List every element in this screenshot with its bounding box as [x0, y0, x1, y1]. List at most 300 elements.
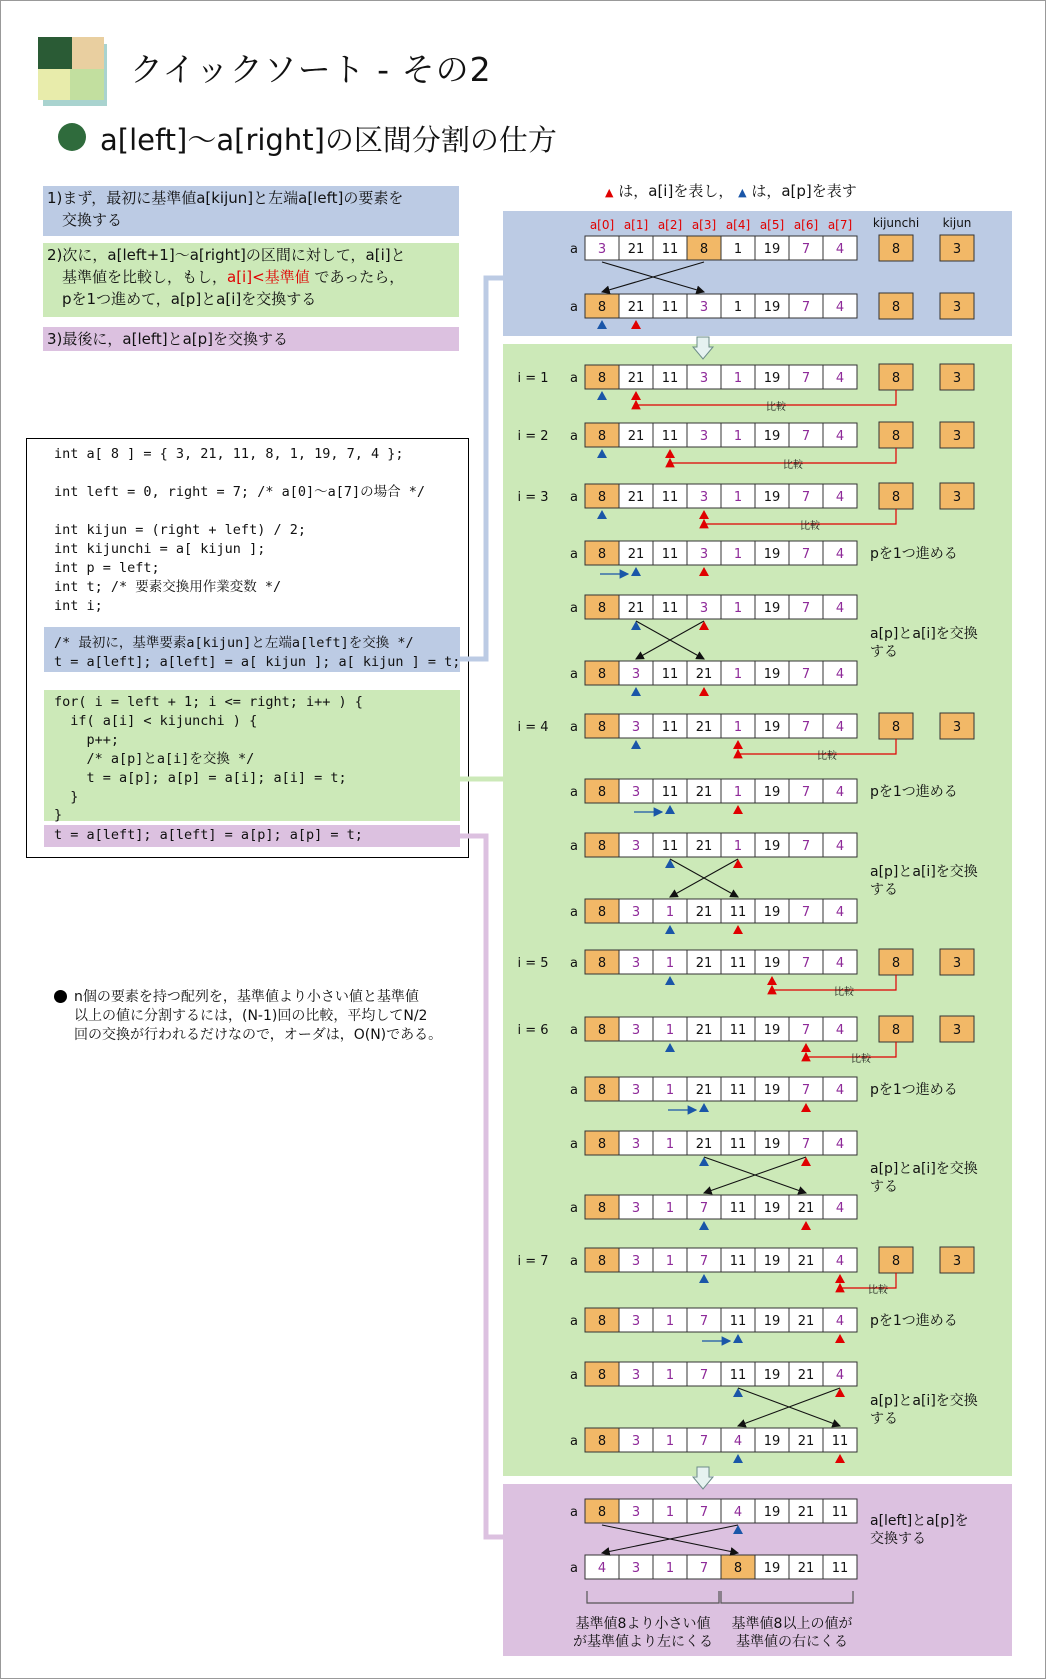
cell-value: 7 [801, 956, 811, 971]
cell-value: 1 [665, 1561, 675, 1576]
cell-value: 21 [797, 1505, 815, 1520]
cell-value: 1 [665, 905, 675, 920]
bracket-left-text: 基準値8より小さい値 [575, 1616, 711, 1632]
array-name-label: a [570, 1314, 578, 1329]
page-title: クイックソート - その2 [130, 50, 492, 89]
cell-value: 8 [597, 1434, 607, 1449]
code-line-4: int kijunchi = a[ kijun ]; [54, 541, 266, 557]
kijun-value: 3 [952, 300, 962, 315]
row-i-label: i = 7 [517, 1254, 549, 1269]
cell-value: 19 [763, 667, 781, 682]
index-label: a[0] [589, 218, 615, 232]
cell-value: 7 [699, 1505, 709, 1520]
cell-value: 3 [631, 1023, 641, 1038]
cell-value: 3 [699, 547, 709, 562]
cell-value: 11 [661, 300, 679, 315]
cell-value: 11 [729, 956, 747, 971]
code-line-5: int p = left; [54, 560, 160, 576]
cell-value: 1 [733, 601, 743, 616]
blue-triangle-icon: ▲ [738, 186, 747, 199]
compare-label: 比較 [851, 1054, 871, 1065]
compare-label: 比較 [868, 1285, 888, 1296]
cell-value: 3 [631, 1083, 641, 1098]
array-name-label: a [570, 1254, 578, 1269]
cell-value: 19 [763, 1368, 781, 1383]
swap-label: する [870, 882, 898, 898]
cell-value: 8 [597, 490, 607, 505]
cell-value: 21 [695, 1023, 713, 1038]
cell-value: 8 [597, 371, 607, 386]
kijun-value: 3 [952, 1023, 962, 1038]
cell-value: 21 [797, 1561, 815, 1576]
cell-value: 7 [801, 1023, 811, 1038]
cell-value: 19 [763, 547, 781, 562]
index-label: a[2] [657, 218, 683, 232]
bracket-right-text: 基準値8以上の値が [731, 1616, 853, 1632]
advance-label: pを1つ進める [870, 784, 958, 800]
array-name-label: a [570, 300, 578, 315]
cell-value: 19 [763, 1201, 781, 1216]
cell-value: 21 [695, 956, 713, 971]
code-line-9: t = a[left]; a[left] = a[ kijun ]; a[ kijun ] = t; [54, 654, 461, 670]
cell-value: 11 [831, 1505, 849, 1520]
cell-value: 21 [627, 371, 645, 386]
cell-value: 1 [733, 839, 743, 854]
cell-value: 7 [801, 601, 811, 616]
array-name-label: a [570, 905, 578, 920]
cell-value: 1 [665, 956, 675, 971]
cell-value: 11 [661, 720, 679, 735]
cell-value: 19 [763, 785, 781, 800]
cell-value: 1 [665, 1314, 675, 1329]
code-line-7: int i; [54, 598, 103, 614]
cell-value: 1 [665, 1083, 675, 1098]
cell-value: 1 [733, 242, 743, 257]
swap-label: a[p]とa[i]を交換 [870, 864, 978, 880]
index-label: a[1] [623, 218, 649, 232]
cell-value: 1 [733, 785, 743, 800]
kijunchi-value: 8 [891, 300, 901, 315]
cell-value: 4 [835, 720, 845, 735]
cell-value: 8 [733, 1561, 743, 1576]
cell-value: 11 [729, 1083, 747, 1098]
cell-value: 19 [763, 242, 781, 257]
cell-value: 4 [733, 1505, 743, 1520]
cell-value: 3 [631, 720, 641, 735]
array-name-label: a [570, 601, 578, 616]
code-line-17: t = a[left]; a[left] = a[p]; a[p] = t; [54, 827, 363, 843]
cell-value: 4 [597, 1561, 607, 1576]
connector-blue [460, 278, 503, 659]
array-name-label: a [570, 1561, 578, 1576]
advance-label: pを1つ進める [870, 546, 958, 562]
note-line-3: 回の交換が行われるだけなので，オーダは，O(N)である。 [74, 1027, 443, 1043]
cell-value: 4 [835, 667, 845, 682]
index-label: a[3] [691, 218, 717, 232]
kijunchi-value: 8 [891, 956, 901, 971]
cell-value: 8 [597, 905, 607, 920]
cell-value: 21 [627, 601, 645, 616]
cell-value: 8 [597, 1083, 607, 1098]
array-name-label: a [570, 1368, 578, 1383]
cell-value: 3 [631, 1201, 641, 1216]
array-name-label: a [570, 547, 578, 562]
array-name-label: a [570, 956, 578, 971]
code-line-10: for( i = left + 1; i <= right; i++ ) { [54, 694, 363, 710]
index-label: a[5] [759, 218, 785, 232]
array-name-label: a [570, 667, 578, 682]
cell-value: 7 [699, 1314, 709, 1329]
cell-value: 11 [661, 242, 679, 257]
step-2-line-2b: であったら， [314, 268, 405, 286]
index-label: a[6] [793, 218, 819, 232]
cell-value: 3 [699, 300, 709, 315]
cell-value: 19 [763, 1314, 781, 1329]
code-line-8: /* 最初に，基準要素a[kijun]と左端a[left]を交換 */ [54, 635, 414, 651]
legend-blue-text: は，a[p]を表す [751, 182, 857, 200]
array-name-label: a [570, 429, 578, 444]
cell-value: 11 [831, 1561, 849, 1576]
cell-value: 21 [627, 300, 645, 315]
cell-value: 8 [597, 720, 607, 735]
index-label: a[4] [725, 218, 751, 232]
code-line-13: /* a[p]とa[i]を交換 */ [54, 751, 255, 767]
cell-value: 3 [631, 1561, 641, 1576]
cell-value: 7 [699, 1434, 709, 1449]
page-subtitle: a[left]〜a[right]の区間分割の仕方 [100, 123, 557, 157]
cell-value: 8 [597, 429, 607, 444]
cell-value: 19 [763, 1434, 781, 1449]
cell-value: 7 [801, 1137, 811, 1152]
step-1-line-2: 交換する [62, 211, 123, 229]
array-name-label: a [570, 371, 578, 386]
cell-value: 11 [729, 1368, 747, 1383]
cell-value: 1 [733, 720, 743, 735]
kijunchi-value: 8 [891, 1254, 901, 1269]
kijun-value: 3 [952, 490, 962, 505]
cell-value: 7 [801, 667, 811, 682]
array-name-label: a [570, 1201, 578, 1216]
row-i-label: i = 5 [517, 956, 549, 971]
cell-value: 1 [733, 667, 743, 682]
cell-value: 11 [729, 1201, 747, 1216]
cell-value: 4 [835, 601, 845, 616]
array-name-label: a [570, 1023, 578, 1038]
cell-value: 11 [661, 371, 679, 386]
cell-value: 1 [733, 490, 743, 505]
cell-value: 19 [763, 905, 781, 920]
cell-value: 7 [699, 1368, 709, 1383]
swap-label: する [870, 644, 898, 660]
connector-purple [460, 836, 503, 1537]
cell-value: 21 [627, 429, 645, 444]
final-swap-label: a[left]とa[p]を [870, 1513, 969, 1529]
cell-value: 7 [801, 547, 811, 562]
cell-value: 19 [763, 300, 781, 315]
step-2-line-2a: 基準値を比較し，もし， [62, 268, 228, 286]
cell-value: 4 [835, 1083, 845, 1098]
cell-value: 8 [597, 1137, 607, 1152]
cell-value: 11 [661, 839, 679, 854]
cell-value: 19 [763, 1083, 781, 1098]
cell-value: 1 [665, 1254, 675, 1269]
cell-value: 4 [835, 371, 845, 386]
kijun-value: 3 [952, 242, 962, 257]
cell-value: 21 [797, 1368, 815, 1383]
advance-label: pを1つ進める [870, 1313, 958, 1329]
cell-value: 3 [631, 956, 641, 971]
cell-value: 8 [597, 1505, 607, 1520]
compare-label: 比較 [766, 402, 786, 413]
cell-value: 19 [763, 1505, 781, 1520]
code-line-3: int kijun = (right + left) / 2; [54, 522, 306, 538]
cell-value: 11 [729, 1137, 747, 1152]
cell-value: 7 [699, 1561, 709, 1576]
cell-value: 8 [597, 1368, 607, 1383]
cell-value: 7 [801, 720, 811, 735]
row-i-label: i = 2 [517, 429, 549, 444]
cell-value: 21 [695, 1083, 713, 1098]
cell-value: 4 [835, 1137, 845, 1152]
kijunchi-value: 8 [891, 720, 901, 735]
cell-value: 1 [733, 547, 743, 562]
step-2-condition: a[i]<基準値 [227, 268, 310, 286]
cell-value: 19 [763, 429, 781, 444]
cell-value: 3 [631, 905, 641, 920]
cell-value: 3 [699, 490, 709, 505]
compare-label: 比較 [783, 460, 803, 471]
cell-value: 7 [801, 429, 811, 444]
cell-value: 8 [597, 300, 607, 315]
cell-value: 8 [597, 839, 607, 854]
cell-value: 7 [699, 1201, 709, 1216]
cell-value: 21 [695, 785, 713, 800]
array-name-label: a [570, 1137, 578, 1152]
cell-value: 1 [665, 1023, 675, 1038]
cell-value: 3 [631, 1137, 641, 1152]
cell-value: 21 [695, 1137, 713, 1152]
compare-label: 比較 [834, 987, 854, 998]
kijun-value: 3 [952, 1254, 962, 1269]
cell-value: 21 [695, 839, 713, 854]
legend-red-text: は，a[i]を表し， [618, 182, 734, 200]
row-i-label: i = 4 [517, 720, 549, 735]
cell-value: 7 [801, 371, 811, 386]
cell-value: 8 [597, 667, 607, 682]
array-name-label: a [570, 720, 578, 735]
array-name-label: a [570, 1083, 578, 1098]
cell-value: 11 [729, 905, 747, 920]
cell-value: 21 [627, 490, 645, 505]
cell-value: 8 [597, 601, 607, 616]
cell-value: 3 [631, 1434, 641, 1449]
cell-value: 8 [597, 956, 607, 971]
cell-value: 21 [627, 242, 645, 257]
cell-value: 11 [661, 490, 679, 505]
cell-value: 11 [661, 547, 679, 562]
cell-value: 7 [801, 905, 811, 920]
cell-value: 19 [763, 601, 781, 616]
step-3: 3)最後に，a[left]とa[p]を交換する [43, 327, 459, 351]
step-2-line-3: pを1つ進めて，a[p]とa[i]を交換する [62, 290, 317, 308]
cell-value: 4 [835, 1254, 845, 1269]
cell-value: 1 [665, 1505, 675, 1520]
cell-value: 21 [797, 1201, 815, 1216]
bracket-left-text: が基準値より左にくる [573, 1634, 713, 1650]
note-line-1: n個の要素を持つ配列を，基準値より小さい値と基準値 [74, 989, 419, 1005]
swap-label: a[p]とa[i]を交換 [870, 626, 978, 642]
cell-value: 1 [665, 1434, 675, 1449]
swap-label: a[p]とa[i]を交換 [870, 1393, 978, 1409]
cell-value: 4 [835, 839, 845, 854]
array-name-label: a [570, 785, 578, 800]
cell-value: 3 [699, 429, 709, 444]
cell-value: 19 [763, 1254, 781, 1269]
swap-label: する [870, 1179, 898, 1195]
kijun-value: 3 [952, 720, 962, 735]
cell-value: 11 [729, 1254, 747, 1269]
cell-value: 19 [763, 720, 781, 735]
cell-value: 3 [699, 371, 709, 386]
cell-value: 8 [597, 1254, 607, 1269]
final-swap-label: 交換する [870, 1531, 926, 1547]
cell-value: 3 [631, 1314, 641, 1329]
array-name-label: a [570, 839, 578, 854]
cell-value: 1 [665, 1201, 675, 1216]
kijunchi-value: 8 [891, 429, 901, 444]
code-line-16: } [54, 807, 63, 823]
array-name-label: a [570, 1505, 578, 1520]
code-line-1: int a[ 8 ] = { 3, 21, 11, 8, 1, 19, 7, 4 }; [54, 446, 404, 462]
cell-value: 7 [801, 1083, 811, 1098]
cell-value: 3 [631, 1368, 641, 1383]
cell-value: 4 [835, 1368, 845, 1383]
kijunchi-value: 8 [891, 371, 901, 386]
cell-value: 7 [801, 839, 811, 854]
cell-value: 4 [835, 1314, 845, 1329]
cell-value: 11 [831, 1434, 849, 1449]
cell-value: 11 [661, 785, 679, 800]
cell-value: 19 [763, 1137, 781, 1152]
code-line-2: int left = 0, right = 7; /* a[0]〜a[7]の場合 */ [54, 484, 425, 500]
cell-value: 1 [733, 371, 743, 386]
cell-value: 1 [665, 1137, 675, 1152]
row-i-label: i = 3 [517, 490, 549, 505]
cell-value: 11 [729, 1314, 747, 1329]
cell-value: 4 [835, 490, 845, 505]
cell-value: 3 [699, 601, 709, 616]
cell-value: 19 [763, 371, 781, 386]
cell-value: 4 [733, 1434, 743, 1449]
row-i-label: i = 1 [517, 371, 549, 386]
cell-value: 3 [631, 667, 641, 682]
array-name-label: a [570, 490, 578, 505]
cell-value: 4 [835, 956, 845, 971]
cell-value: 4 [835, 905, 845, 920]
cell-value: 11 [661, 429, 679, 444]
cell-value: 19 [763, 1561, 781, 1576]
cell-value: 1 [733, 300, 743, 315]
cell-value: 21 [695, 720, 713, 735]
cell-value: 4 [835, 300, 845, 315]
cell-value: 3 [631, 1505, 641, 1520]
row-i-label: i = 6 [517, 1023, 549, 1038]
kijun-value: 3 [952, 429, 962, 444]
cell-value: 1 [733, 429, 743, 444]
cell-value: 3 [631, 1254, 641, 1269]
code-line-14: t = a[p]; a[p] = a[i]; a[i] = t; [54, 770, 347, 786]
code-line-11: if( a[i] < kijunchi ) { [54, 713, 258, 729]
cell-value: 7 [801, 490, 811, 505]
cell-value: 4 [835, 1201, 845, 1216]
cell-value: 11 [661, 667, 679, 682]
kijunchi-value: 8 [891, 242, 901, 257]
cell-value: 3 [597, 242, 607, 257]
cell-value: 1 [665, 1368, 675, 1383]
cell-value: 19 [763, 1023, 781, 1038]
cell-value: 8 [597, 547, 607, 562]
code-line-6: int t; /* 要素交換用作業変数 */ [54, 579, 282, 595]
cell-value: 4 [835, 785, 845, 800]
array-name-label: a [570, 242, 578, 257]
cell-value: 21 [797, 1254, 815, 1269]
cell-value: 7 [801, 242, 811, 257]
kijunchi-value: 8 [891, 490, 901, 505]
swap-label: する [870, 1411, 898, 1427]
cell-value: 4 [835, 429, 845, 444]
cell-value: 7 [801, 785, 811, 800]
kijun-value: 3 [952, 956, 962, 971]
swap-label: a[p]とa[i]を交換 [870, 1161, 978, 1177]
cell-value: 21 [797, 1434, 815, 1449]
cell-value: 4 [835, 242, 845, 257]
cell-value: 4 [835, 1023, 845, 1038]
cell-value: 21 [695, 905, 713, 920]
cell-value: 19 [763, 956, 781, 971]
code-line-15: } [54, 789, 79, 805]
cell-value: 11 [661, 601, 679, 616]
advance-label: pを1つ進める [870, 1082, 958, 1098]
cell-value: 4 [835, 547, 845, 562]
cell-value: 21 [797, 1314, 815, 1329]
cell-value: 7 [699, 1254, 709, 1269]
compare-label: 比較 [800, 521, 820, 532]
step-2-line-1: 2)次に，a[left+1]〜a[right]の区間に対して，a[i]と [47, 246, 406, 264]
red-triangle-icon: ▲ [605, 186, 614, 199]
array-name-label: a [570, 1434, 578, 1449]
cell-value: 21 [695, 667, 713, 682]
compare-label: 比較 [817, 751, 837, 762]
cell-value: 21 [627, 547, 645, 562]
cell-value: 19 [763, 490, 781, 505]
cell-value: 19 [763, 839, 781, 854]
cell-value: 8 [699, 242, 709, 257]
step-1-line-1: 1)まず，最初に基準値a[kijun]と左端a[left]の要素を [47, 189, 404, 207]
cell-value: 3 [631, 839, 641, 854]
kijun-value: 3 [952, 371, 962, 386]
code-line-12: p++; [54, 732, 120, 748]
bracket-right-text: 基準値の右にくる [736, 1634, 848, 1650]
kijun-label: kijun [942, 216, 972, 230]
note-line-2: 以上の値に分割するには，(N-1)回の比較，平均してN/2 [74, 1008, 428, 1024]
cell-value: 7 [801, 300, 811, 315]
kijunchi-label: kijunchi [872, 216, 920, 230]
cell-value: 8 [597, 1314, 607, 1329]
cell-value: 8 [597, 1201, 607, 1216]
cell-value: 11 [729, 1023, 747, 1038]
index-label: a[7] [827, 218, 853, 232]
cell-value: 8 [597, 785, 607, 800]
